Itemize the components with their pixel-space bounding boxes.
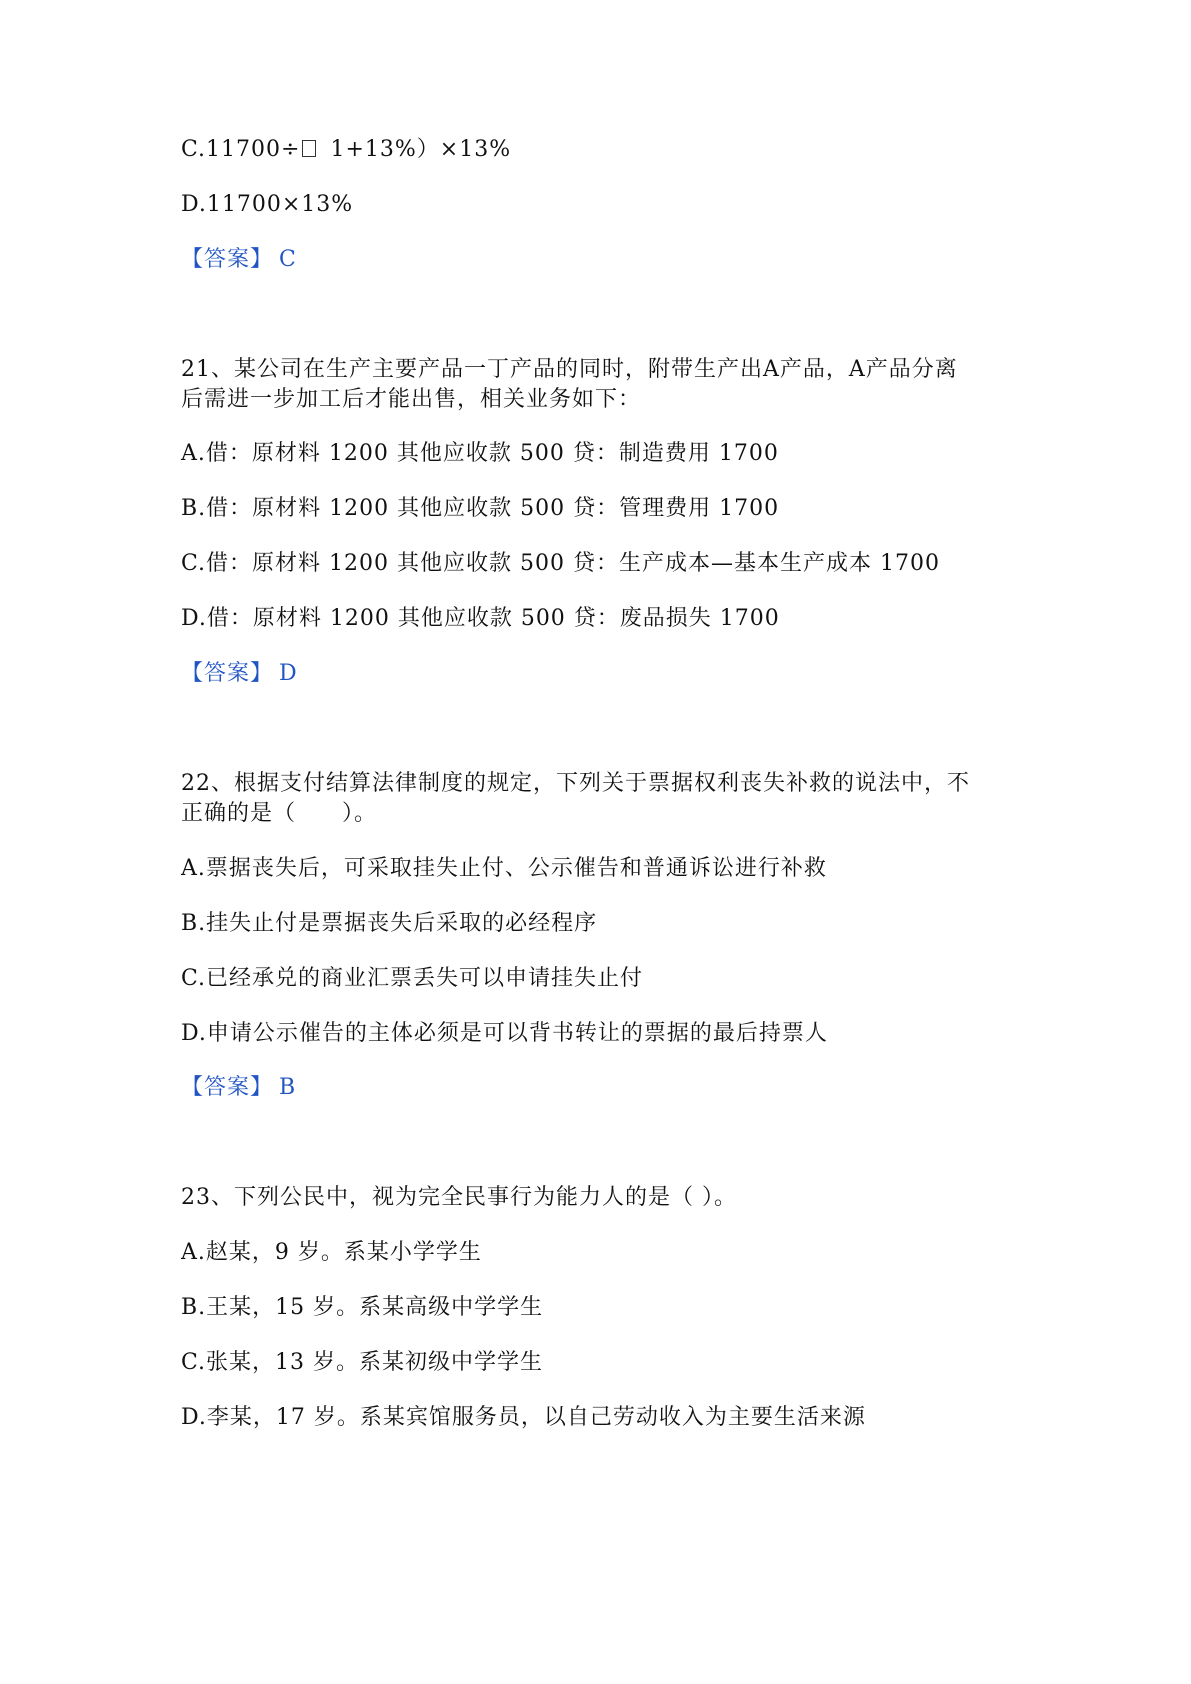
q22-stem-line-2: 正确的是（ ）。 (181, 801, 378, 826)
q22-stem-line-1: 22、根据支付结算法律制度的规定，下列关于票据权利丧失补救的说法中，不 (181, 771, 970, 796)
q23-option-b: B.王某，15 岁。系某高级中学学生 (181, 1295, 544, 1320)
q21-option-a: A.借：原材料 1200 其他应收款 500 贷：制造费用 1700 (181, 441, 779, 466)
q22-answer (181, 1073, 296, 1103)
q22-option-c: C.已经承兑的商业汇票丢失可以申请挂失止付 (181, 966, 644, 991)
q21-stem-line-1: 21、某公司在生产主要产品一丁产品的同时，附带生产出A产品，A产品分离 (181, 357, 958, 382)
q21-option-c: C.借：原材料 1200 其他应收款 500 贷：生产成本—基本生产成本 1700 (181, 551, 940, 576)
q20-option-c-prefix: C.11700÷ (181, 137, 301, 162)
answer-label: 【答案】 (181, 661, 274, 686)
q20-option-d: D.11700×13% (181, 192, 354, 217)
q20-option-c (181, 135, 511, 165)
q23-option-d: D.李某，17 岁。系某宾馆服务员，以自己劳动收入为主要生活来源 (181, 1405, 866, 1430)
q23-stem: 23、下列公民中，视为完全民事行为能力人的是（ ）。 (181, 1185, 737, 1210)
answer-label: 【答案】 (181, 247, 274, 272)
answer-label: 【答案】 (181, 1075, 274, 1100)
q21-option-b: B.借：原材料 1200 其他应收款 500 贷：管理费用 1700 (181, 496, 780, 521)
q21-answer (181, 659, 298, 689)
answer-value: C (279, 247, 297, 272)
q22-option-b: B.挂失止付是票据丧失后采取的必经程序 (181, 911, 598, 936)
q22-option-d: D.申请公示催告的主体必须是可以背书转让的票据的最后持票人 (181, 1021, 828, 1046)
q21-stem-line-2: 后需进一步加工后才能出售，相关业务如下： (181, 387, 642, 412)
answer-value: D (279, 661, 298, 686)
missing-glyph-box (302, 140, 316, 157)
q23-option-a: A.赵某，9 岁。系某小学学生 (181, 1240, 482, 1265)
q22-option-a: A.票据丧失后，可采取挂失止付、公示催告和普通诉讼进行补救 (181, 856, 827, 881)
answer-value: B (279, 1075, 297, 1100)
q20-answer (181, 245, 297, 275)
q20-option-c-suffix: 1+13%）×13% (330, 137, 512, 162)
q21-option-d: D.借：原材料 1200 其他应收款 500 贷：废品损失 1700 (181, 606, 780, 631)
q23-option-c: C.张某，13 岁。系某初级中学学生 (181, 1350, 544, 1375)
